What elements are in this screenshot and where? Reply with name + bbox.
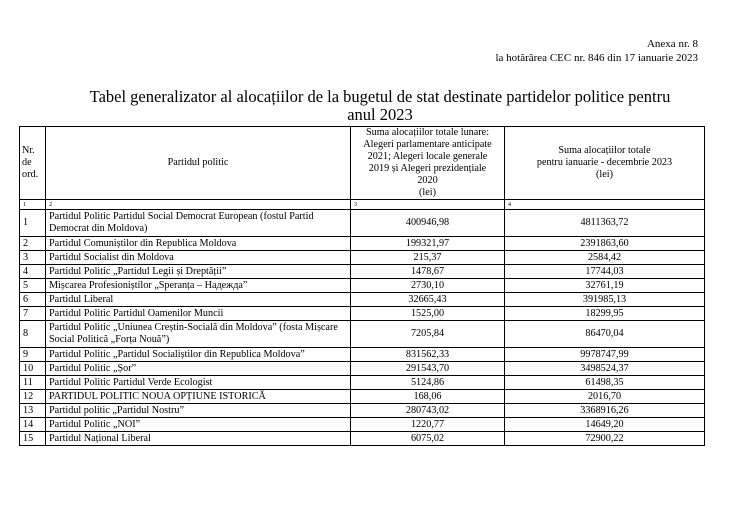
table-row [20, 293, 705, 307]
row-number: 14 [20, 418, 46, 432]
header-annual-line: pentru ianuarie - decembrie 2023 [536, 157, 673, 168]
monthly-amount: 215,37 [351, 251, 505, 265]
table-row [20, 390, 705, 404]
table-row [20, 307, 705, 321]
annual-amount: 61498,35 [505, 376, 705, 390]
annual-amount: 2016,70 [505, 390, 705, 404]
row-number: 9 [20, 348, 46, 362]
row-number: 3 [20, 251, 46, 265]
header-annual [505, 127, 705, 200]
header-monthly-line: 2019 și Alegeri prezidențiale [368, 163, 487, 174]
monthly-amount: 5124,86 [351, 376, 505, 390]
row-number: 6 [20, 293, 46, 307]
table-row [20, 265, 705, 279]
table-body [20, 210, 705, 446]
monthly-amount: 400946,98 [351, 210, 505, 237]
table-row [20, 279, 705, 293]
column-index: 2 [46, 200, 351, 210]
annual-amount: 86470,04 [505, 321, 705, 348]
column-index: 4 [505, 200, 705, 210]
annual-amount: 17744,03 [505, 265, 705, 279]
monthly-amount: 199321,97 [351, 237, 505, 251]
annual-amount: 3368916,26 [505, 404, 705, 418]
annual-amount: 32761,19 [505, 279, 705, 293]
header-party: Partidul politic [46, 127, 351, 200]
annual-amount: 391985,13 [505, 293, 705, 307]
party-name: Mișcarea Profesioniștilor „Speranța – Надежда” [46, 279, 351, 293]
row-number: 12 [20, 390, 46, 404]
row-number: 11 [20, 376, 46, 390]
monthly-amount: 280743,02 [351, 404, 505, 418]
party-name: Partidul politic „Partidul Nostru” [46, 404, 351, 418]
monthly-amount: 6075,02 [351, 432, 505, 446]
party-name: Partidul Socialist din Moldova [46, 251, 351, 265]
table-row [20, 376, 705, 390]
monthly-amount: 7205,84 [351, 321, 505, 348]
party-name: Partidul Comuniștilor din Republica Moldova [46, 237, 351, 251]
row-number: 1 [20, 210, 46, 237]
annex-reference: la hotărârea CEC nr. 846 din 17 ianuarie 2023 [495, 52, 698, 64]
monthly-amount: 32665,43 [351, 293, 505, 307]
party-name: Partidul Politic „Șor” [46, 362, 351, 376]
table-row [20, 210, 705, 237]
header-monthly-line: Suma alocațiilor totale lunare: [365, 127, 490, 138]
column-index-row [20, 200, 705, 210]
party-name: PARTIDUL POLITIC NOUA OPȚIUNE ISTORICĂ [46, 390, 351, 404]
annual-amount: 14649,20 [505, 418, 705, 432]
annual-amount: 18299,95 [505, 307, 705, 321]
title-line-1: Tabel generalizator al alocațiilor de la bugetul de stat destinate partidelor politice pentru [89, 87, 671, 106]
table-row [20, 362, 705, 376]
party-name: Partidul Politic „Partidul Socialiștilor din Republica Moldova” [46, 348, 351, 362]
table-row [20, 418, 705, 432]
header-monthly-line: 2020 [417, 175, 438, 186]
monthly-amount: 2730,10 [351, 279, 505, 293]
row-number: 2 [20, 237, 46, 251]
monthly-amount: 1220,77 [351, 418, 505, 432]
table-row [20, 432, 705, 446]
monthly-amount: 1525,00 [351, 307, 505, 321]
annual-amount: 72900,22 [505, 432, 705, 446]
annual-amount: 2584,42 [505, 251, 705, 265]
document-title [60, 88, 700, 124]
row-number: 5 [20, 279, 46, 293]
table-row [20, 404, 705, 418]
table-row [20, 348, 705, 362]
column-index: 1 [20, 200, 46, 210]
row-number: 10 [20, 362, 46, 376]
row-number: 7 [20, 307, 46, 321]
party-name: Partidul Politic „Partidul Legii și Dreptății” [46, 265, 351, 279]
monthly-amount: 1478,67 [351, 265, 505, 279]
header-nr-line: de [22, 157, 32, 168]
row-number: 13 [20, 404, 46, 418]
header-nr [20, 127, 46, 200]
row-number: 4 [20, 265, 46, 279]
monthly-amount: 831562,33 [351, 348, 505, 362]
header-monthly-line: (lei) [419, 187, 436, 198]
monthly-amount: 168,06 [351, 390, 505, 404]
annual-amount: 4811363,72 [505, 210, 705, 237]
table-row [20, 237, 705, 251]
header-monthly [351, 127, 505, 200]
party-name: Partidul Politic „NOI” [46, 418, 351, 432]
monthly-amount: 291543,70 [351, 362, 505, 376]
annual-amount: 9978747,99 [505, 348, 705, 362]
party-name: Partidul Național Liberal [46, 432, 351, 446]
annual-amount: 3498524,37 [505, 362, 705, 376]
row-number: 8 [20, 321, 46, 348]
table-row [20, 251, 705, 265]
header-annual-line: (lei) [596, 169, 613, 180]
header-nr-line: Nr. [22, 145, 35, 156]
allocations-table [19, 126, 705, 446]
title-line-2: anul 2023 [347, 105, 413, 124]
header-monthly-line: Alegeri parlamentare anticipate [363, 139, 492, 150]
row-number: 15 [20, 432, 46, 446]
header-row [20, 127, 705, 200]
header-monthly-line: 2021; Alegeri locale generale [367, 151, 488, 162]
annex-number: Anexa nr. 8 [646, 38, 698, 50]
party-name: Partidul Liberal [46, 293, 351, 307]
party-name: Partidul Politic Partidul Verde Ecologist [46, 376, 351, 390]
header-annual-line: Suma alocațiilor totale [558, 145, 651, 156]
party-name: Partidul Politic Partidul Oamenilor Muncii [46, 307, 351, 321]
header-nr-line: ord. [22, 169, 39, 180]
column-index: 3 [351, 200, 505, 210]
table-row [20, 321, 705, 348]
party-name: Partidul Politic Partidul Social Democrat European (fostul Partid Democrat din Moldova) [46, 210, 351, 237]
annual-amount: 2391863,60 [505, 237, 705, 251]
party-name: Partidul Politic „Uniunea Creștin-Socială din Moldova” (fosta Mișcare Social Politică „Forța Nouă”) [46, 321, 351, 348]
